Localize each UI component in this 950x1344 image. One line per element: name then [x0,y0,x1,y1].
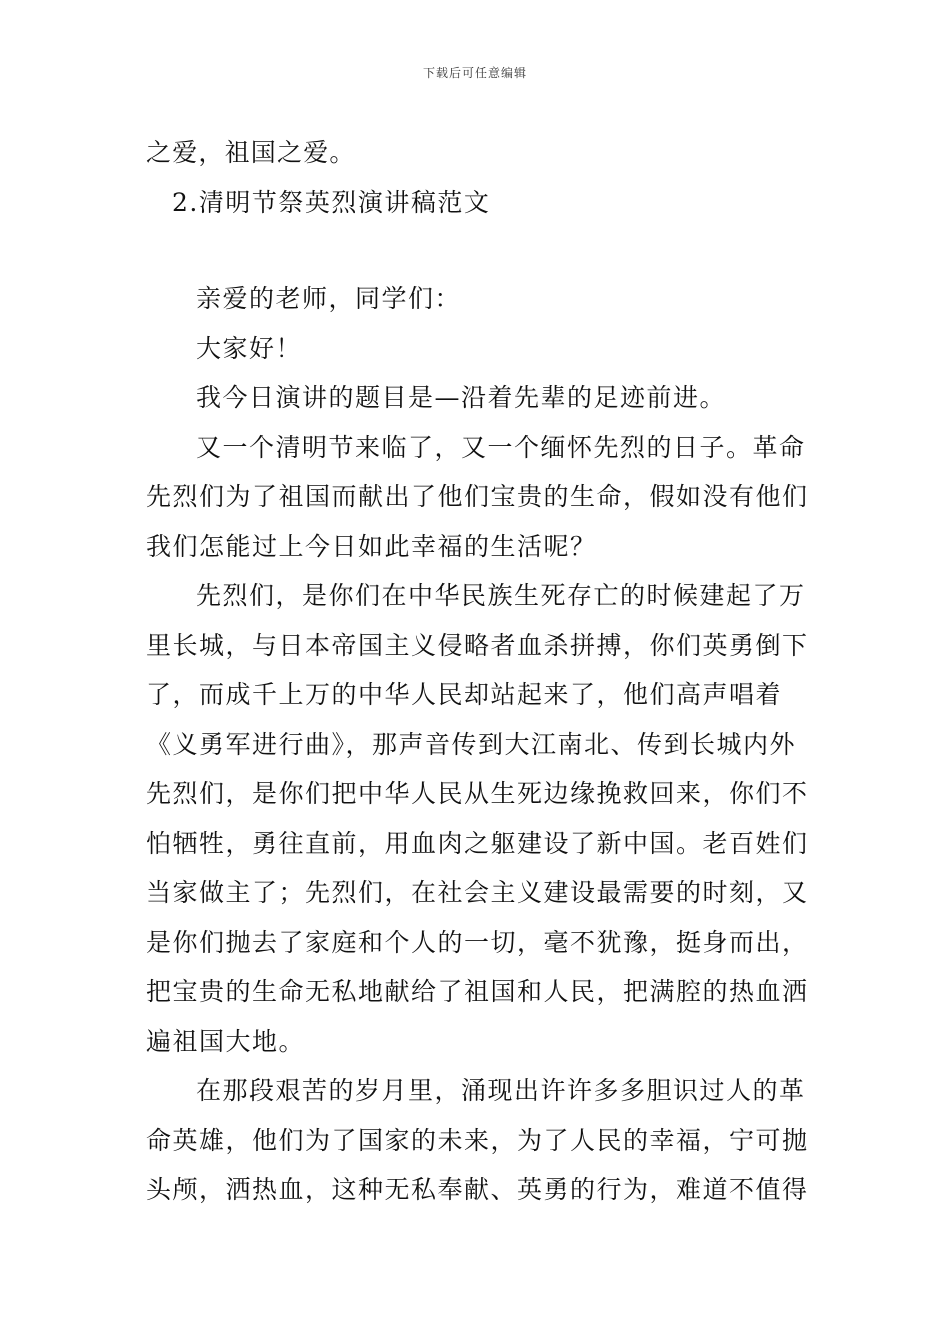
paragraph-line: 命英雄，他们为了国家的未来，为了人民的幸福，宁可抛 [146,1125,809,1155]
paragraph-line: 在那段艰苦的岁月里，涌现出许许多多胆识过人的革 [196,1076,806,1105]
greeting-line: 大家好！ [196,333,303,363]
paragraph-line: 《义勇军进行曲》，那声音传到大江南北、传到长城内外 [146,729,797,759]
paragraph-line: 先烈们，是你们在中华民族生死存亡的时候建起了万 [196,581,806,610]
paragraph-line: 里长城，与日本帝国主义侵略者血杀拼搏，你们英勇倒下 [146,630,809,660]
paragraph-line: 了，而成千上万的中华人民却站起来了，他们高声唱着 [146,680,783,709]
paragraph-line: 当家做主了；先烈们，在社会主义建设最需要的时刻，又 [146,878,809,907]
paragraph-line: 我们怎能过上今日如此幸福的生活呢？ [146,531,597,561]
paragraph-line: 把宝贵的生命无私地献给了祖国和人民，把满腔的热血洒 [146,977,809,1006]
paragraph-line: 先烈们为了祖国而献出了他们宝贵的生命，假如没有他们 [146,482,809,511]
topic-line: 我今日演讲的题目是—沿着先辈的足迹前进。 [196,383,727,412]
paragraph-line: 怕牺牲，勇往直前，用血肉之躯建设了新中国。老百姓们 [146,828,809,858]
document-body [146,128,809,1215]
paragraph-line: 头颅，洒热血，这种无私奉献、英勇的行为，难道不值得 [146,1175,809,1204]
salutation-line: 亲爱的老师，同学们： [196,284,462,313]
paragraph-line: 是你们抛去了家庭和个人的一切，毫不犹豫，挺身而出， [146,927,809,957]
section-heading: 2.清明节祭英烈演讲稿范文 [172,187,491,217]
page-header: 下载后可任意编辑 [422,66,527,80]
paragraph-gap [146,227,806,274]
paragraph-line: 先烈们，是你们把中华人民从生死边缘挽救回来，你们不 [146,779,809,808]
paragraph-line: 遍祖国大地。 [146,1026,306,1056]
paragraph-line: 又一个清明节来临了，又一个缅怀先烈的日子。革命 [196,432,806,462]
continuation-line: 之爱，祖国之爱。 [146,138,356,167]
